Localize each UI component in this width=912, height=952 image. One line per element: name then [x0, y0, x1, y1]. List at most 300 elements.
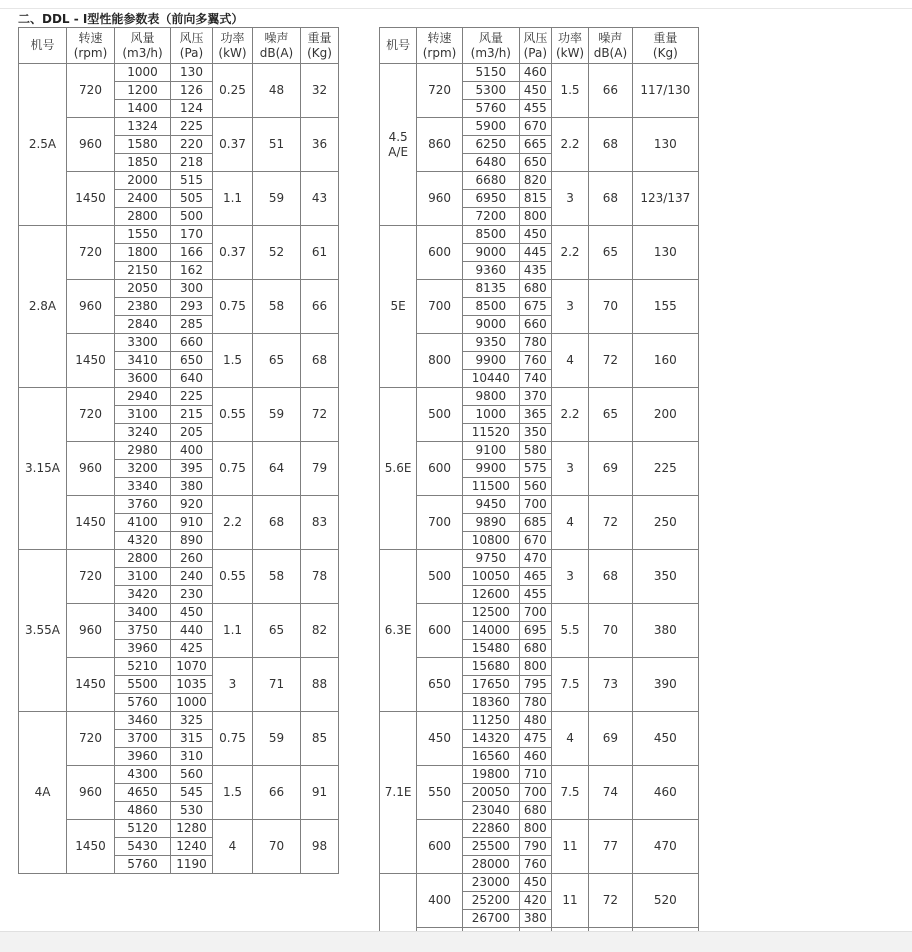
- cell-noise: 72: [589, 496, 633, 550]
- cell-weight: 123/137: [632, 172, 698, 226]
- cell-pressure: 780: [519, 334, 551, 352]
- cell-airflow: 12600: [462, 586, 519, 604]
- cell-pressure: 450: [519, 874, 551, 892]
- cell-airflow: 5500: [115, 676, 171, 694]
- cell-weight: 380: [632, 604, 698, 658]
- spec-table-left: [18, 27, 339, 874]
- cell-airflow: 8500: [462, 298, 519, 316]
- cell-pressure: 435: [519, 262, 551, 280]
- cell-speed: 600: [417, 604, 463, 658]
- cell-noise: 59: [253, 388, 301, 442]
- cell-airflow: 2940: [115, 388, 171, 406]
- cell-noise: 59: [253, 172, 301, 226]
- cell-pressure: 710: [519, 766, 551, 784]
- cell-pressure: 560: [171, 766, 213, 784]
- cell-airflow: 25200: [462, 892, 519, 910]
- cell-pressure: 500: [171, 208, 213, 226]
- cell-pressure: 205: [171, 424, 213, 442]
- cell-speed: 800: [417, 334, 463, 388]
- cell-pressure: 815: [519, 190, 551, 208]
- cell-noise: 66: [253, 766, 301, 820]
- cell-weight: 88: [301, 658, 339, 712]
- table-row: [380, 874, 699, 892]
- cell-weight: 79: [301, 442, 339, 496]
- table-row: [19, 550, 339, 568]
- cell-pressure: 350: [519, 424, 551, 442]
- cell-speed: 960: [67, 766, 115, 820]
- cell-airflow: 10050: [462, 568, 519, 586]
- header-model-label: 机号: [30, 38, 55, 52]
- cell-noise: 71: [253, 658, 301, 712]
- cell-pressure: 640: [171, 370, 213, 388]
- cell-airflow: 1200: [115, 82, 171, 100]
- cell-power: 1.5: [213, 334, 253, 388]
- cell-weight: 66: [301, 280, 339, 334]
- cell-noise: 72: [589, 334, 633, 388]
- cell-model: 4.5 A/E: [380, 64, 417, 226]
- header-airflow-label: 风量: [478, 30, 503, 45]
- cell-airflow: 28000: [462, 856, 519, 874]
- table-row: [19, 658, 339, 676]
- cell-pressure: 380: [519, 910, 551, 928]
- cell-pressure: 470: [519, 550, 551, 568]
- cell-power: 3: [551, 172, 588, 226]
- header-pressure-unit: (Pa): [179, 45, 204, 60]
- cell-pressure: 820: [519, 172, 551, 190]
- cell-power: 0.37: [213, 226, 253, 280]
- cell-airflow: 3410: [115, 352, 171, 370]
- cell-airflow: 6250: [462, 136, 519, 154]
- cell-weight: 36: [301, 118, 339, 172]
- cell-airflow: 1850: [115, 154, 171, 172]
- cell-pressure: 1070: [171, 658, 213, 676]
- cell-pressure: 665: [519, 136, 551, 154]
- table-row: [19, 496, 339, 514]
- cell-weight: 350: [632, 550, 698, 604]
- header-pressure: [519, 28, 551, 64]
- cell-power: 2.2: [551, 118, 588, 172]
- cell-pressure: 1035: [171, 676, 213, 694]
- table-row: [380, 820, 699, 838]
- cell-pressure: 700: [519, 784, 551, 802]
- cell-pressure: 285: [171, 316, 213, 334]
- cell-pressure: 455: [519, 586, 551, 604]
- cell-pressure: 695: [519, 622, 551, 640]
- cell-pressure: 300: [171, 280, 213, 298]
- cell-pressure: 450: [171, 604, 213, 622]
- cell-pressure: 660: [171, 334, 213, 352]
- cell-airflow: 3340: [115, 478, 171, 496]
- header-model: [19, 28, 67, 64]
- cell-airflow: 9900: [462, 460, 519, 478]
- cell-speed: 720: [417, 64, 463, 118]
- spec-table-right: [379, 27, 699, 946]
- table-row: [380, 496, 699, 514]
- table-row: [380, 658, 699, 676]
- cell-pressure: 124: [171, 100, 213, 118]
- cell-airflow: 4860: [115, 802, 171, 820]
- cell-pressure: 920: [171, 496, 213, 514]
- cell-airflow: 19800: [462, 766, 519, 784]
- cell-pressure: 685: [519, 514, 551, 532]
- cell-airflow: 15480: [462, 640, 519, 658]
- cell-power: 5.5: [551, 604, 588, 658]
- cell-airflow: 10440: [462, 370, 519, 388]
- cell-weight: 160: [632, 334, 698, 388]
- header-pressure: [171, 28, 213, 64]
- cell-noise: 70: [253, 820, 301, 874]
- cell-noise: 68: [589, 550, 633, 604]
- cell-speed: 860: [417, 118, 463, 172]
- cell-pressure: 680: [519, 280, 551, 298]
- cell-speed: 720: [67, 388, 115, 442]
- cell-pressure: 218: [171, 154, 213, 172]
- cell-pressure: 890: [171, 532, 213, 550]
- cell-airflow: 1580: [115, 136, 171, 154]
- cell-pressure: 260: [171, 550, 213, 568]
- cell-pressure: 450: [519, 226, 551, 244]
- table-row: [380, 280, 699, 298]
- header-power-label: 功率: [220, 30, 245, 45]
- cell-airflow: 2400: [115, 190, 171, 208]
- header-power-unit: (kW): [555, 45, 585, 60]
- cell-power: 2.2: [551, 388, 588, 442]
- cell-pressure: 700: [519, 496, 551, 514]
- cell-pressure: 530: [171, 802, 213, 820]
- cell-speed: 1450: [67, 820, 115, 874]
- cell-model: 3.55A: [19, 550, 67, 712]
- cell-airflow: 3100: [115, 406, 171, 424]
- cell-airflow: 26700: [462, 910, 519, 928]
- cell-airflow: 4650: [115, 784, 171, 802]
- cell-airflow: 8135: [462, 280, 519, 298]
- cell-airflow: 9100: [462, 442, 519, 460]
- cell-speed: 1450: [67, 658, 115, 712]
- cell-pressure: 455: [519, 100, 551, 118]
- cell-weight: 155: [632, 280, 698, 334]
- cell-pressure: 1000: [171, 694, 213, 712]
- cell-pressure: 166: [171, 244, 213, 262]
- header-noise: [253, 28, 301, 64]
- header-speed-unit: (rpm): [422, 45, 457, 60]
- cell-noise: 68: [589, 118, 633, 172]
- cell-power: 2.2: [551, 226, 588, 280]
- cell-speed: 600: [417, 442, 463, 496]
- cell-speed: 720: [67, 64, 115, 118]
- cell-airflow: 5300: [462, 82, 519, 100]
- cell-pressure: 310: [171, 748, 213, 766]
- cell-speed: 400: [417, 874, 463, 928]
- cell-weight: 98: [301, 820, 339, 874]
- cell-pressure: 225: [171, 388, 213, 406]
- cell-noise: 74: [589, 766, 633, 820]
- cell-weight: 32: [301, 64, 339, 118]
- cell-power: 1.5: [551, 64, 588, 118]
- header-noise-label: 噪声: [264, 30, 289, 45]
- cell-speed: 960: [417, 172, 463, 226]
- cell-weight: 520: [632, 874, 698, 928]
- header-speed: [417, 28, 463, 64]
- cell-airflow: 5900: [462, 118, 519, 136]
- table-row: [380, 766, 699, 784]
- cell-airflow: 1000: [462, 406, 519, 424]
- cell-power: 11: [551, 874, 588, 928]
- cell-model: 5.6E: [380, 388, 417, 550]
- cell-pressure: 220: [171, 136, 213, 154]
- cell-pressure: 780: [519, 694, 551, 712]
- cell-noise: 59: [253, 712, 301, 766]
- table-row: [19, 604, 339, 622]
- cell-pressure: 395: [171, 460, 213, 478]
- header-noise-unit: dB(A): [593, 45, 628, 60]
- cell-pressure: 580: [519, 442, 551, 460]
- cell-pressure: 170: [171, 226, 213, 244]
- cell-speed: 960: [67, 280, 115, 334]
- header-pressure-label: 风压: [523, 30, 548, 45]
- cell-airflow: 6680: [462, 172, 519, 190]
- cell-airflow: 3200: [115, 460, 171, 478]
- cell-power: 2.2: [213, 496, 253, 550]
- cell-power: 0.25: [213, 64, 253, 118]
- cell-airflow: 2050: [115, 280, 171, 298]
- cell-pressure: 575: [519, 460, 551, 478]
- cell-weight: 390: [632, 658, 698, 712]
- cell-airflow: 1000: [115, 64, 171, 82]
- table-body: [380, 64, 699, 946]
- header-airflow-unit: (m3/h): [122, 45, 163, 60]
- cell-pressure: 425: [171, 640, 213, 658]
- cell-noise: 58: [253, 280, 301, 334]
- cell-weight: 43: [301, 172, 339, 226]
- cell-airflow: 9890: [462, 514, 519, 532]
- header-power: [551, 28, 588, 64]
- cell-pressure: 162: [171, 262, 213, 280]
- cell-speed: 960: [67, 604, 115, 658]
- cell-weight: 61: [301, 226, 339, 280]
- header-speed-unit: (rpm): [73, 45, 108, 60]
- cell-weight: 450: [632, 712, 698, 766]
- cell-pressure: 800: [519, 208, 551, 226]
- cell-airflow: 4320: [115, 532, 171, 550]
- header-weight-unit: (Kg): [307, 45, 332, 60]
- cell-airflow: 1550: [115, 226, 171, 244]
- cell-airflow: 2000: [115, 172, 171, 190]
- cell-airflow: 5210: [115, 658, 171, 676]
- header-speed-label: 转速: [78, 30, 103, 45]
- header-speed-label: 转速: [427, 30, 452, 45]
- cell-airflow: 23000: [462, 874, 519, 892]
- cell-noise: 69: [589, 442, 633, 496]
- cell-power: 3: [213, 658, 253, 712]
- cell-noise: 66: [589, 64, 633, 118]
- cell-power: 4: [551, 712, 588, 766]
- cell-power: 0.37: [213, 118, 253, 172]
- table-row: [19, 172, 339, 190]
- cell-airflow: 2150: [115, 262, 171, 280]
- cell-airflow: 5430: [115, 838, 171, 856]
- cell-noise: 51: [253, 118, 301, 172]
- cell-airflow: 1324: [115, 118, 171, 136]
- cell-airflow: 9900: [462, 352, 519, 370]
- cell-pressure: 740: [519, 370, 551, 388]
- cell-pressure: 560: [519, 478, 551, 496]
- cell-weight: 83: [301, 496, 339, 550]
- cell-pressure: 760: [519, 856, 551, 874]
- table-row: [380, 226, 699, 244]
- cell-model: 2.8A: [19, 226, 67, 388]
- cell-pressure: 670: [519, 118, 551, 136]
- cell-airflow: 2380: [115, 298, 171, 316]
- cell-power: 3: [551, 442, 588, 496]
- cell-airflow: 9000: [462, 244, 519, 262]
- bottom-scroll-area: [0, 931, 912, 952]
- cell-weight: 72: [301, 388, 339, 442]
- cell-airflow: 10800: [462, 532, 519, 550]
- cell-airflow: 5760: [115, 694, 171, 712]
- header-model-label: 机号: [386, 38, 411, 52]
- table-row: [380, 388, 699, 406]
- cell-airflow: 5120: [115, 820, 171, 838]
- cell-noise: 65: [589, 388, 633, 442]
- cell-power: 0.55: [213, 550, 253, 604]
- cell-power: 4: [551, 334, 588, 388]
- cell-weight: 85: [301, 712, 339, 766]
- cell-airflow: 5150: [462, 64, 519, 82]
- cell-pressure: 680: [519, 640, 551, 658]
- table-header: [380, 28, 699, 64]
- cell-power: 3: [551, 280, 588, 334]
- cell-airflow: 11520: [462, 424, 519, 442]
- cell-weight: 68: [301, 334, 339, 388]
- cell-pressure: 315: [171, 730, 213, 748]
- cell-pressure: 130: [171, 64, 213, 82]
- cell-pressure: 675: [519, 298, 551, 316]
- cell-airflow: 9350: [462, 334, 519, 352]
- cell-pressure: 790: [519, 838, 551, 856]
- cell-airflow: 11250: [462, 712, 519, 730]
- header-noise-label: 噪声: [598, 30, 623, 45]
- cell-noise: 65: [253, 604, 301, 658]
- header-pressure-label: 风压: [179, 30, 204, 45]
- cell-model: 5E: [380, 226, 417, 388]
- cell-speed: 960: [67, 118, 115, 172]
- cell-airflow: 5760: [462, 100, 519, 118]
- cell-pressure: 380: [171, 478, 213, 496]
- cell-pressure: 795: [519, 676, 551, 694]
- table-row: [19, 334, 339, 352]
- cell-speed: 500: [417, 550, 463, 604]
- cell-power: 11: [551, 820, 588, 874]
- table-row: [19, 118, 339, 136]
- cell-power: 0.75: [213, 712, 253, 766]
- cell-airflow: 3750: [115, 622, 171, 640]
- header-airflow-label: 风量: [130, 30, 155, 45]
- cell-airflow: 1400: [115, 100, 171, 118]
- cell-noise: 52: [253, 226, 301, 280]
- cell-airflow: 3400: [115, 604, 171, 622]
- cell-noise: 48: [253, 64, 301, 118]
- cell-airflow: 16560: [462, 748, 519, 766]
- cell-noise: 65: [589, 226, 633, 280]
- cell-speed: 960: [67, 442, 115, 496]
- header-power: [213, 28, 253, 64]
- cell-power: 3: [551, 550, 588, 604]
- cell-weight: 130: [632, 118, 698, 172]
- table-row: [19, 226, 339, 244]
- cell-airflow: 9750: [462, 550, 519, 568]
- header-airflow: [462, 28, 519, 64]
- cell-airflow: 11500: [462, 478, 519, 496]
- cell-power: 4: [551, 496, 588, 550]
- cell-airflow: 15680: [462, 658, 519, 676]
- cell-airflow: 9450: [462, 496, 519, 514]
- header-weight-unit: (Kg): [652, 45, 678, 60]
- cell-airflow: 3100: [115, 568, 171, 586]
- cell-pressure: 660: [519, 316, 551, 334]
- cell-pressure: 325: [171, 712, 213, 730]
- table-row: [19, 820, 339, 838]
- cell-speed: 700: [417, 496, 463, 550]
- cell-airflow: 14320: [462, 730, 519, 748]
- table-row: [19, 712, 339, 730]
- cell-noise: 68: [253, 496, 301, 550]
- cell-pressure: 465: [519, 568, 551, 586]
- header-pressure-unit: (Pa): [523, 45, 548, 60]
- cell-pressure: 475: [519, 730, 551, 748]
- cell-speed: 450: [417, 712, 463, 766]
- cell-pressure: 1240: [171, 838, 213, 856]
- cell-airflow: 3600: [115, 370, 171, 388]
- cell-airflow: 7200: [462, 208, 519, 226]
- cell-airflow: 3240: [115, 424, 171, 442]
- cell-noise: 72: [589, 874, 633, 928]
- header-power-unit: (kW): [218, 45, 247, 60]
- cell-airflow: 3760: [115, 496, 171, 514]
- header-speed: [67, 28, 115, 64]
- cell-power: 0.75: [213, 280, 253, 334]
- cell-airflow: 1800: [115, 244, 171, 262]
- cell-pressure: 505: [171, 190, 213, 208]
- cell-airflow: 3960: [115, 748, 171, 766]
- header-weight: [632, 28, 698, 64]
- cell-airflow: 3700: [115, 730, 171, 748]
- cell-airflow: 5760: [115, 856, 171, 874]
- cell-speed: 600: [417, 820, 463, 874]
- table-row: [380, 64, 699, 82]
- cell-airflow: 12500: [462, 604, 519, 622]
- cell-noise: 70: [589, 604, 633, 658]
- cell-pressure: 365: [519, 406, 551, 424]
- cell-airflow: 9000: [462, 316, 519, 334]
- cell-pressure: 760: [519, 352, 551, 370]
- table-row: [380, 334, 699, 352]
- cell-airflow: 18360: [462, 694, 519, 712]
- cell-airflow: 9360: [462, 262, 519, 280]
- cell-airflow: 3960: [115, 640, 171, 658]
- top-divider: [0, 0, 912, 9]
- header-weight-label: 重量: [653, 30, 678, 45]
- cell-power: 7.5: [551, 658, 588, 712]
- cell-pressure: 460: [519, 748, 551, 766]
- cell-pressure: 650: [171, 352, 213, 370]
- cell-power: 1.1: [213, 604, 253, 658]
- page-title: 二、DDL - Ⅰ型性能参数表（前向多翼式）: [18, 12, 244, 26]
- cell-pressure: 230: [171, 586, 213, 604]
- cell-airflow: 22860: [462, 820, 519, 838]
- cell-noise: 70: [589, 280, 633, 334]
- cell-pressure: 700: [519, 604, 551, 622]
- cell-speed: 1450: [67, 496, 115, 550]
